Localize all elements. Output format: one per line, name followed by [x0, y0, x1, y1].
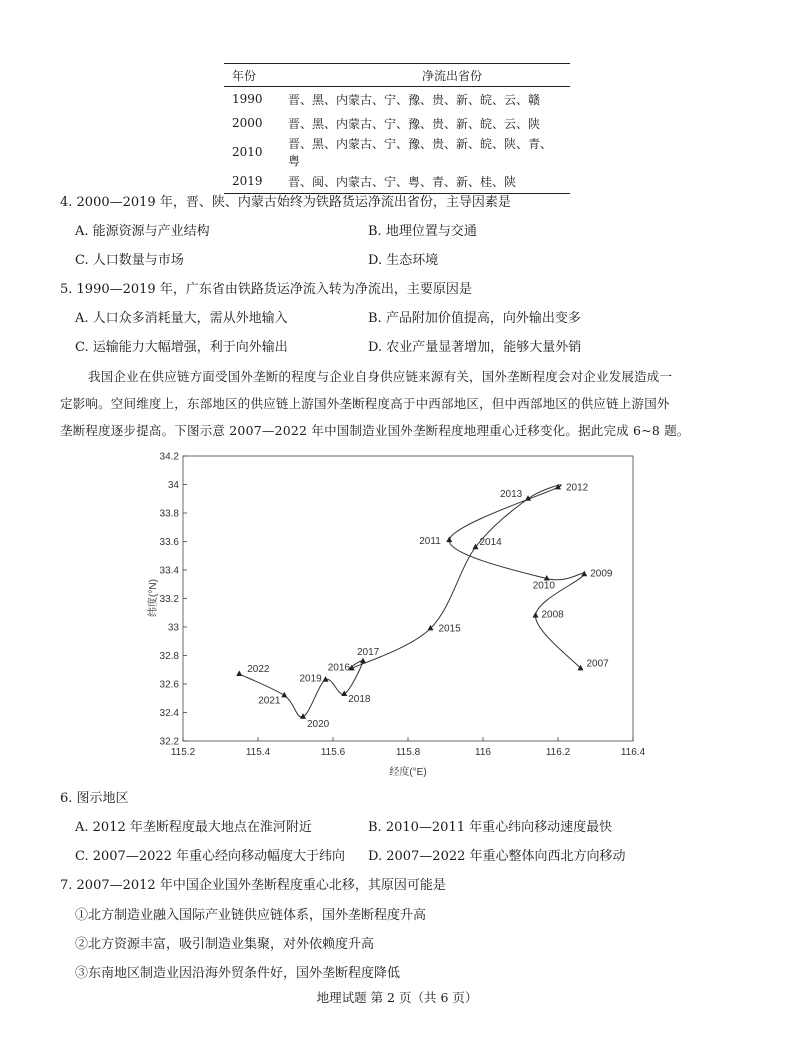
- page-footer: 地理试题 第 2 页（共 6 页）: [316, 990, 478, 1005]
- y-tick-label: 32.6: [159, 679, 179, 691]
- point-marker-2013: [525, 495, 531, 501]
- point-label-2020: 2020: [307, 718, 330, 730]
- point-marker-2011: [446, 536, 452, 542]
- point-marker-2022: [236, 670, 242, 676]
- point-marker-2020: [300, 713, 306, 719]
- x-tick-label: 115.6: [320, 747, 346, 758]
- point-label-2010: 2010: [532, 580, 555, 592]
- table-cell-year: 2019: [232, 174, 263, 188]
- question-6-option-b: B. 2010—2011 年重心纬向移动速度最快: [368, 820, 613, 835]
- y-tick-label: 32.4: [159, 708, 179, 719]
- passage-line-2: 定影响。空间维度上，东部地区的供应链上游国外垄断程度高于中西部地区，但中西部地区的供应链上游国外: [60, 396, 670, 411]
- y-axis-label: 纬度(°N): [148, 579, 159, 617]
- y-tick-label: 34: [167, 480, 179, 491]
- table-header-row: [224, 64, 570, 87]
- point-label-2021: 2021: [258, 695, 281, 707]
- question-4-option-d: D. 生态环境: [368, 253, 439, 268]
- x-tick-label: 115.4: [245, 747, 271, 758]
- question-6-option-a: A. 2012 年垄断程度最大地点在淮河附近: [75, 820, 312, 835]
- question-7-stem: 7. 2007—2012 年中国企业国外垄断程度重心北移，其原因可能是: [60, 878, 446, 893]
- y-tick-label: 33.4: [159, 565, 179, 577]
- question-6-option-d: D. 2007—2022 年重心整体向西北方向移动: [368, 849, 626, 864]
- table-header-year: 年份: [232, 68, 257, 83]
- axes: [160, 452, 646, 759]
- point-label-2018: 2018: [348, 693, 371, 705]
- data-points: [236, 482, 613, 729]
- table-row: [224, 87, 570, 112]
- point-label-2014: 2014: [479, 537, 502, 549]
- table-cell-year: 2000: [232, 116, 263, 130]
- y-tick-label: 33.8: [159, 508, 179, 520]
- x-tick-label: 116.2: [545, 747, 571, 758]
- passage-line-1: 我国企业在供应链方面受国外垄断的程度与企业自身供应链来源有关，国外垄断程度会对企业发展造成一: [88, 369, 673, 384]
- x-axis-label: 经度(°E): [389, 767, 427, 778]
- point-label-2012: 2012: [566, 482, 589, 494]
- table-cell-provinces: 晋、闽、内蒙古、宁、粤、青、新、桂、陕: [288, 174, 517, 189]
- question-6-stem: 6. 图示地区: [60, 791, 129, 806]
- y-tick-label: 33.2: [159, 594, 179, 605]
- question-4-option-a: A. 能源资源与产业结构: [75, 224, 210, 239]
- table-cell-provinces: 晋、黑、内蒙古、宁、豫、贵、新、皖、云、陕: [288, 116, 541, 131]
- province-table-wrapper: [224, 63, 570, 194]
- table-cell-year: 1990: [232, 92, 263, 106]
- passage-line-3: 垄断程度逐步提高。下图示意 2007—2022 年中国制造业国外垄断程度地理重心迁移变化。据此完成 6~8 题。: [60, 423, 690, 438]
- question-4-option-b: B. 地理位置与交通: [368, 224, 477, 239]
- table-header-provinces: 净流出省份: [422, 68, 483, 83]
- question-5-option-a: A. 人口众多消耗量大，需从外地输入: [75, 311, 288, 326]
- x-tick-label: 115.2: [170, 747, 196, 758]
- table-row: [224, 111, 570, 135]
- question-6-option-c: C. 2007—2022 年重心经向移动幅度大于纬向: [75, 849, 346, 864]
- point-marker-2017: [360, 658, 366, 664]
- point-label-2017: 2017: [357, 647, 380, 659]
- point-label-2008: 2008: [541, 609, 564, 621]
- passage: [60, 363, 740, 444]
- point-label-2019: 2019: [299, 673, 322, 685]
- point-label-2009: 2009: [590, 568, 613, 580]
- question-5-stem: 5. 1990—2019 年，广东省由铁路货运净流入转为净流出，主要原因是: [60, 282, 472, 297]
- question-5-option-c: C. 运输能力大幅增强，利于向外输出: [75, 340, 288, 355]
- question-5-option-b: B. 产品附加价值提高，向外输出变多: [368, 311, 581, 326]
- point-label-2016: 2016: [327, 662, 350, 674]
- question-5-option-d: D. 农业产量显著增加，能够大量外销: [368, 340, 582, 355]
- y-tick-label: 34.2: [159, 451, 179, 463]
- question-7-item-2: ②北方资源丰富，吸引制造业集聚，对外依赖度升高: [75, 937, 375, 952]
- y-tick-label: 33: [167, 622, 179, 634]
- x-tick-label: 116: [475, 747, 491, 758]
- y-tick-label: 32.8: [159, 651, 179, 662]
- table-row: [224, 135, 570, 169]
- centroid-migration-chart: [110, 448, 670, 788]
- centroid-trajectory-line: [239, 485, 584, 717]
- point-label-2022: 2022: [247, 664, 270, 676]
- point-label-2015: 2015: [438, 623, 461, 635]
- table-cell-year: 2010: [232, 145, 263, 159]
- question-4-option-c: C. 人口数量与市场: [75, 253, 184, 268]
- point-label-2007: 2007: [586, 658, 609, 670]
- x-tick-label: 115.8: [395, 747, 421, 758]
- x-tick-label: 116.4: [620, 747, 646, 758]
- point-label-2011: 2011: [419, 536, 441, 548]
- y-tick-label: 33.6: [159, 537, 179, 548]
- question-4-stem: 4. 2000—2019 年，晋、陕、内蒙古始终为铁路货运净流出省份，主导因素是: [60, 195, 511, 210]
- table-cell-provinces: 晋、黑、内蒙古、宁、豫、贵、新、皖、云、赣: [288, 92, 541, 107]
- question-7-item-1: ①北方制造业融入国际产业链供应链体系，国外垄断程度升高: [75, 908, 427, 923]
- table-cell-provinces: 晋、黑、内蒙古、宁、豫、贵、新、皖、陕、青、粤: [288, 137, 553, 168]
- point-marker-2008: [533, 612, 539, 618]
- point-label-2013: 2013: [500, 488, 523, 500]
- point-marker-2018: [341, 690, 347, 696]
- table-row: [224, 169, 570, 193]
- province-table: [224, 64, 570, 193]
- question-7-item-3: ③东南地区制造业因沿海外贸条件好，国外垄断程度降低: [75, 966, 401, 981]
- y-tick-label: 32.2: [159, 736, 179, 748]
- plot-frame: [183, 456, 633, 741]
